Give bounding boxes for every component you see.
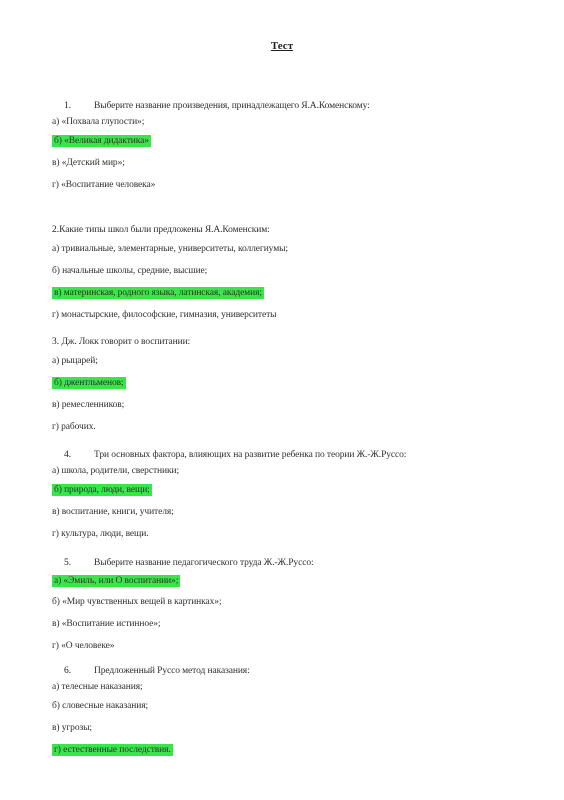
answer-option: г) «О человеке»	[52, 641, 115, 651]
question-number: 5.	[64, 558, 72, 568]
answer-option: а) тривиальные, элементарные, университеты, коллегиумы;	[52, 244, 288, 254]
answer-option: в) ремесленников;	[52, 400, 125, 410]
question-text: 3. Дж. Локк говорит о воспитании:	[52, 337, 191, 347]
answer-option: г) «Воспитание человека»	[52, 180, 156, 190]
answer-option: б) начальные школы, средние, высшие;	[52, 266, 208, 276]
answer-option: в) «Детский мир»;	[52, 158, 125, 168]
question-text: 2.Какие типы школ были предложены Я.А.Коменским:	[52, 225, 270, 235]
answer-option: г) рабочих.	[52, 422, 96, 432]
answer-option-correct	[52, 479, 522, 501]
answer-option: а) телесные наказания;	[52, 682, 143, 692]
answer-option: а) «Похвала глупости»;	[52, 117, 145, 127]
answer-option: б) словесные наказания;	[52, 701, 149, 711]
answer-option-correct	[52, 282, 522, 304]
question-2	[52, 222, 522, 326]
answer-option: а) рыцарей;	[52, 356, 98, 366]
question-number: 2.	[52, 225, 60, 235]
question-text: 1. Выберите название произведения, принадлежащего Я.А.Коменскому:	[52, 98, 522, 114]
question-6	[52, 663, 522, 761]
answer-option: в) воспитание, книги, учителя;	[52, 507, 174, 517]
answer-option: в) «Воспитание истинное»;	[52, 619, 161, 629]
highlight: в) материнская, родного языка, латинская, академия;	[54, 288, 262, 298]
question-number: 6.	[64, 666, 72, 676]
question-1	[52, 98, 522, 196]
question-4	[52, 447, 522, 545]
highlight: б) природа, люди, вещи;	[54, 485, 150, 495]
highlight: б) джентльменов;	[54, 378, 124, 388]
answer-option: а) школа, родители, сверстники;	[52, 466, 180, 476]
page-title: Тест	[270, 40, 294, 52]
answer-option-correct	[52, 130, 522, 152]
question-number: 1.	[64, 101, 72, 111]
question-number: 3.	[52, 337, 60, 347]
answer-option-correct	[52, 372, 522, 394]
answer-option: г) монастырские, философские, гимназия, университеты	[52, 310, 277, 320]
answer-option: в) угрозы;	[52, 723, 92, 733]
question-5	[52, 555, 522, 657]
highlight: б) «Великая дидактика»	[54, 136, 149, 146]
answer-option-correct	[52, 739, 522, 761]
answer-option-correct	[52, 571, 522, 591]
question-number: 4.	[64, 450, 72, 460]
answer-option: г) культура, люди, вещи.	[52, 529, 149, 539]
question-text: 4. Три основных фактора, влияющих на развитие ребенка по теории Ж.-Ж.Руссо:	[52, 447, 522, 463]
highlight: г) естественные последствия.	[54, 745, 171, 755]
question-text: 6. Предложенный Руссо метод наказания:	[52, 663, 522, 679]
question-3	[52, 334, 522, 438]
highlight: а) «Эмиль, или О воспитании»;	[54, 576, 179, 586]
answer-option: б) «Мир чувственных вещей в картинках»;	[52, 597, 222, 607]
question-text: 5. Выберите название педагогического труда Ж.-Ж.Руссо:	[52, 555, 522, 571]
